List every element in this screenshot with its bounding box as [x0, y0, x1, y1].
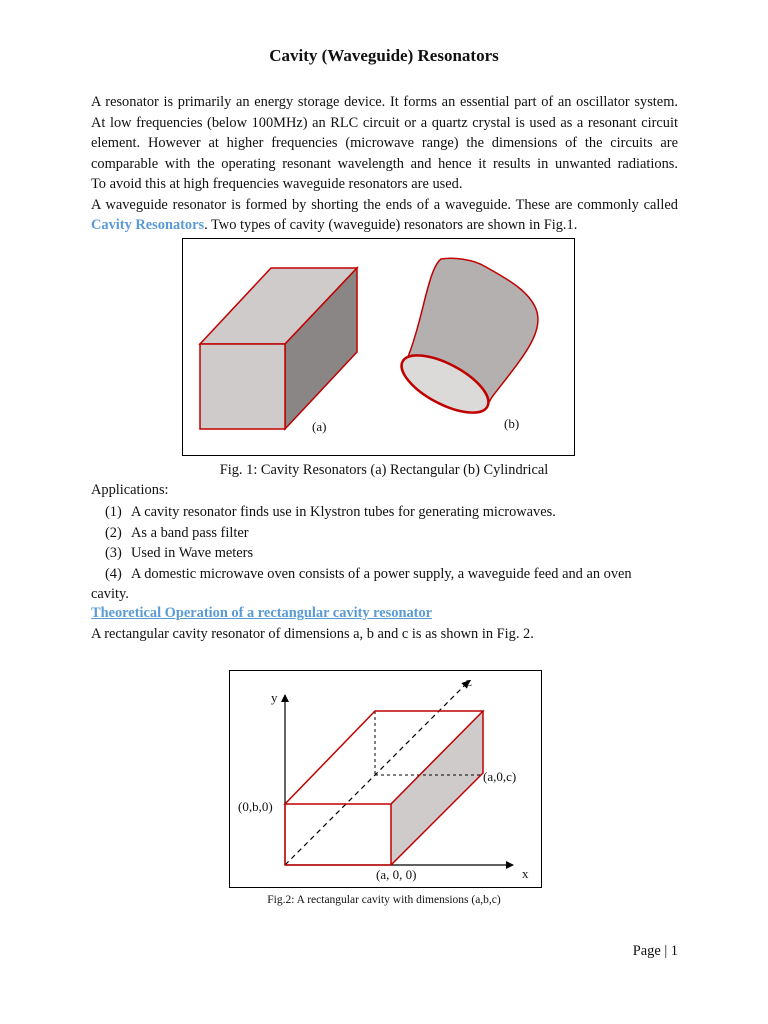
intro-line-with-term [91, 215, 678, 236]
list-item-text: A domestic microwave oven consists of a power supply, a waveguide feed and an oven [131, 565, 632, 582]
section-intro: A rectangular cavity resonator of dimensions a, b and c is as shown in Fig. 2. [91, 626, 534, 642]
list-item-text: As a band pass filter [131, 524, 249, 541]
box-front-face [200, 344, 285, 429]
x-axis-label: x [522, 866, 529, 881]
z-axis-label: z [466, 674, 472, 689]
rectangular-cavity [200, 268, 357, 429]
intro-line-tail: . Two types of cavity (waveguide) resonators are shown in Fig.1. [204, 217, 578, 233]
figure-1 [182, 238, 575, 456]
intro-line: To avoid this at high frequencies waveguide resonators are used. [91, 176, 463, 192]
list-item-number: (1) [105, 504, 122, 520]
y-axis-label: y [271, 690, 278, 705]
list-item-number: (3) [105, 545, 122, 561]
list-item [91, 523, 678, 544]
cylindrical-cavity [393, 258, 538, 424]
intro-line: At low frequencies (below 100MHz) an RLC circuit or a quartz crystal is used as a resonant circuit [91, 114, 678, 131]
figure-2-caption: Fig.2: A rectangular cavity with dimensions (a,b,c) [267, 894, 501, 906]
list-item-number: (4) [105, 565, 122, 582]
highlight-term: Cavity Resonators [91, 217, 205, 233]
figure-1-caption: Fig. 1: Cavity Resonators (a) Rectangular (b) Cylindrical [219, 462, 549, 478]
list-item-text: Used in Wave meters [131, 545, 254, 561]
point-label-0b0: (0,b,0) [238, 799, 273, 814]
page-number: Page | 1 [632, 943, 678, 959]
point-label-a00: (a, 0, 0) [376, 867, 417, 882]
intro-line: A resonator is primarily an energy storage device. It forms an essential part of an oscillator system. [91, 94, 678, 110]
cavity-front-face-outline [285, 804, 391, 865]
page-title: Cavity (Waveguide) Resonators [269, 46, 499, 65]
list-item [91, 543, 678, 564]
list-item-text: A cavity resonator finds use in Klystron tubes for generating microwaves. [131, 504, 556, 520]
list-item [91, 564, 678, 605]
figure-2 [229, 670, 542, 888]
list-item [91, 502, 678, 523]
figure-1-label-b: (b) [504, 416, 520, 431]
applications-list [91, 502, 678, 605]
intro-line: comparable with the operating resonant wavelength and hence it results in unwanted radiations. [91, 155, 678, 172]
figure-1-label-a: (a) [312, 419, 327, 434]
list-item-number: (2) [105, 524, 122, 541]
intro-paragraph [91, 92, 678, 236]
intro-line: element. However at higher frequencies (microwave range) the dimensions of the circuits are [91, 135, 678, 151]
point-label-a0c: (a,0,c) [483, 769, 517, 784]
cavity-side-face [391, 711, 483, 865]
section-heading-link[interactable]: Theoretical Operation of a rectangular cavity resonator [91, 605, 433, 621]
intro-line: A waveguide resonator is formed by shorting the ends of a waveguide. These are commonly called [91, 196, 678, 213]
list-item-continuation: cavity. [91, 586, 129, 602]
applications-label: Applications: [91, 482, 169, 498]
